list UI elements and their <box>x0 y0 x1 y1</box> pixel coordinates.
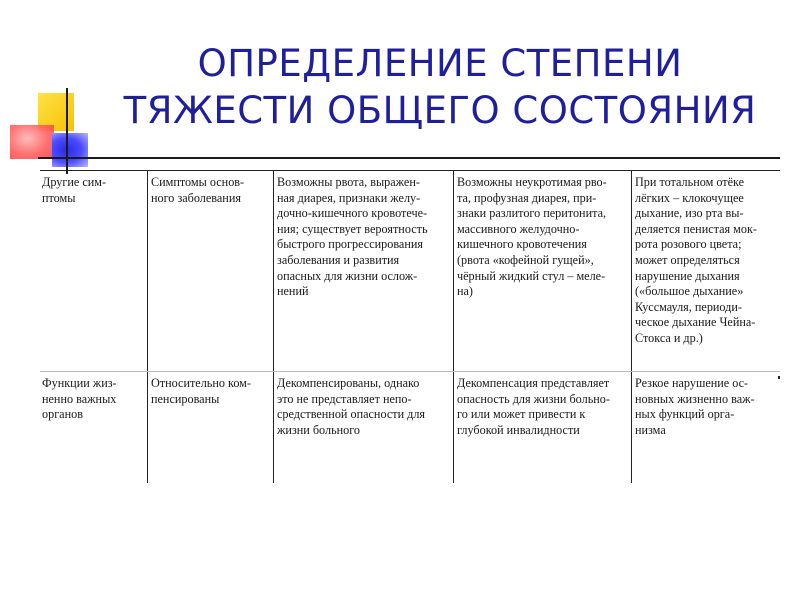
cell-line: Декомпенсация представляет <box>457 376 610 390</box>
table-cell <box>40 171 147 371</box>
cell-line: При тотальном отёке <box>635 175 745 189</box>
cell-line: нений <box>277 284 309 299</box>
table-cell <box>273 372 453 483</box>
cell-line: быстрого прогрессирования <box>277 237 423 252</box>
cell-line: Куссмауля, периоди- <box>635 299 742 314</box>
cell-line: Симптомы основ- <box>151 175 245 189</box>
slide-title <box>90 40 790 134</box>
cell-line: рота розового цвета; <box>635 237 742 252</box>
cell-line: лёгких – клокочущее <box>635 190 744 205</box>
decorative-vertical-line <box>66 88 68 174</box>
table-cell <box>453 171 631 371</box>
cell-line: опасных для жизни ослож- <box>277 268 418 283</box>
cell-line: может определяться <box>635 252 740 267</box>
cell-line: Резкое нарушение ос- <box>635 376 749 390</box>
cell-line: дыхание, изо рта вы- <box>635 206 744 221</box>
cell-line: Другие сим- <box>42 175 107 189</box>
cell-line: низма <box>635 422 666 437</box>
cell-line: ная диарея, признаки желу- <box>277 190 421 205</box>
cell-line: глубокой инвалидности <box>457 422 580 437</box>
cell-line: ния; существует вероятность <box>277 221 428 236</box>
table-cell <box>631 171 780 371</box>
table-row <box>40 170 780 371</box>
cell-line: знаки разлитого перитонита, <box>457 206 607 221</box>
cell-line: средственной опасности для <box>277 407 426 422</box>
cell-line: жизни больного <box>277 422 361 437</box>
cell-line: Функции жиз- <box>42 376 117 390</box>
decorative-blue-square <box>52 133 88 167</box>
cell-line: дочно-кишечного кровотече- <box>277 206 428 221</box>
cell-line: на) <box>457 284 473 299</box>
cell-line: чёрный жидкий стул – меле- <box>457 268 606 283</box>
cell-line: нарушение дыхания <box>635 268 740 283</box>
severity-table <box>40 170 780 483</box>
cell-line: пенсированы <box>151 391 220 406</box>
cell-line: Относительно ком- <box>151 376 251 390</box>
title-line-1: ОПРЕДЕЛЕНИЕ СТЕПЕНИ <box>197 42 683 85</box>
cell-line: Стокса и др.) <box>635 330 703 345</box>
cell-line: («большое дыхание» <box>635 284 744 299</box>
table-cell <box>147 372 273 483</box>
cell-line: ного заболевания <box>151 190 241 205</box>
cell-line: Возможны неукротимая рво- <box>457 175 607 189</box>
title-line-2: ТЯЖЕСТИ ОБЩЕГО СОСТОЯНИЯ <box>123 89 757 132</box>
cell-line: птомы <box>42 190 76 205</box>
cell-line: го или может привести к <box>457 407 586 422</box>
table-cell <box>631 372 780 483</box>
cell-line: ных функций орга- <box>635 407 735 422</box>
cell-line: кишечного кровотечения <box>457 237 587 252</box>
cell-line: (рвота «кофейной гущей», <box>457 252 594 267</box>
cell-line: Возможны рвота, выражен- <box>277 175 420 189</box>
cell-line: ненно важных <box>42 391 117 406</box>
table-cell <box>453 372 631 483</box>
decorative-red-square <box>10 125 54 159</box>
cell-line: опасность для жизни больно- <box>457 391 610 406</box>
cell-line: та, профузная диарея, при- <box>457 190 597 205</box>
title-underline <box>38 157 780 159</box>
cell-line: органов <box>42 407 83 422</box>
cell-line: новных жизненно важ- <box>635 391 755 406</box>
table-cell <box>40 372 147 483</box>
cell-line: Декомпенсированы, однако <box>277 376 420 390</box>
table-cell <box>147 171 273 371</box>
cell-line: массивного желудочно- <box>457 221 580 236</box>
cell-line: заболевания и развития <box>277 252 400 267</box>
cell-line: это не представляет непо- <box>277 391 412 406</box>
cell-line: деляется пенистая мок- <box>635 221 757 236</box>
table-row <box>40 371 780 483</box>
cell-line: ческое дыхание Чейна- <box>635 315 756 330</box>
table-cell <box>273 171 453 371</box>
table-edge-mark <box>778 376 780 379</box>
